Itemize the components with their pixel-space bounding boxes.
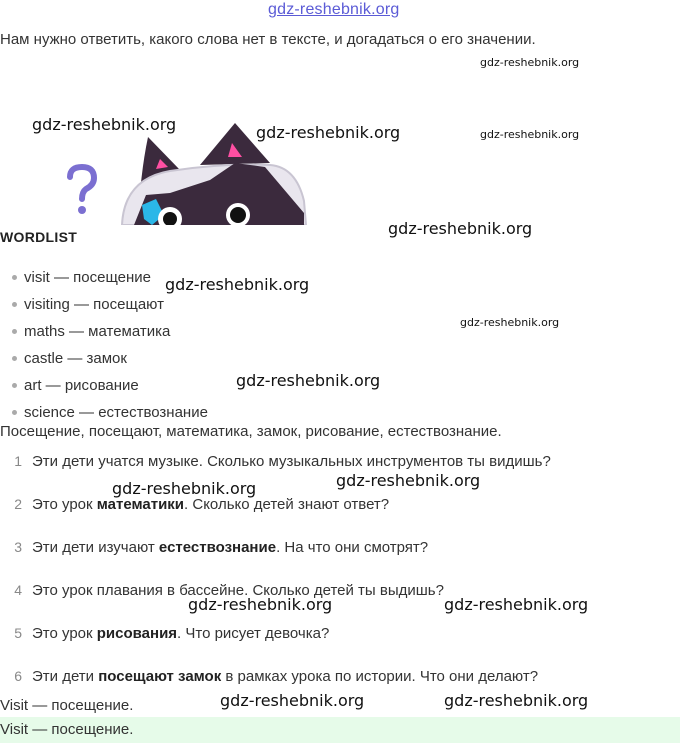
bullet-icon [12, 410, 17, 415]
bullet-icon [12, 356, 17, 361]
list-item: visit — посещение [12, 264, 208, 291]
bullet-icon [12, 302, 17, 307]
bullet-icon [12, 275, 17, 280]
summary-text: Посещение, посещают, математика, замок, рисование, естествознание. [0, 423, 502, 440]
watermark: gdz-reshebnik.org [112, 479, 257, 498]
question-row: 5 Это урок рисования. Что рисует девочка? [14, 625, 330, 642]
watermark: gdz-reshebnik.org [480, 128, 580, 141]
mascot-illustration [60, 115, 320, 225]
watermark: gdz-reshebnik.org [165, 275, 310, 294]
bullet-icon [12, 383, 17, 388]
question-row: 4 Это урок плавания в бассейне. Сколько детей ты выдишь? [14, 582, 444, 599]
watermark: gdz-reshebnik.org [388, 219, 533, 238]
intro-text: Нам нужно ответить, какого слова нет в тексте, и догадаться о его значении. [0, 31, 536, 48]
list-item: castle — замок [12, 345, 208, 372]
cat-mascot-icon [122, 123, 306, 225]
question-row: 3 Эти дети изучают естествознание. На что они смотрят? [14, 539, 429, 556]
wordlist-title: WORDLIST [0, 229, 78, 245]
watermark: gdz-reshebnik.org [188, 595, 333, 614]
watermark: gdz-reshebnik.org [444, 691, 589, 710]
watermark: gdz-reshebnik.org [460, 316, 560, 329]
question-row: 1 Эти дети учатся музыке. Сколько музыкальных инструментов ты видишь? [14, 453, 551, 470]
list-item: science — естествознание [12, 399, 208, 426]
watermark: gdz-reshebnik.org [444, 595, 589, 614]
answer-text: Visit — посещение. [0, 697, 134, 714]
watermark: gdz-reshebnik.org [256, 123, 401, 142]
watermark: gdz-reshebnik.org [480, 56, 580, 69]
watermark: gdz-reshebnik.org [220, 691, 365, 710]
site-link[interactable]: gdz-reshebnik.org [268, 1, 400, 18]
watermark: gdz-reshebnik.org [236, 371, 381, 390]
list-item: maths — математика [12, 318, 208, 345]
list-item: visiting — посещают [12, 291, 208, 318]
question-mark-icon [70, 167, 94, 214]
watermark: gdz-reshebnik.org [32, 115, 177, 134]
watermark: gdz-reshebnik.org [336, 471, 481, 490]
bullet-icon [12, 329, 17, 334]
question-row: 2 Это урок математики. Сколько детей знают ответ? [14, 496, 390, 513]
list-item: art — рисование [12, 372, 208, 399]
question-row: 6 Эти дети посещают замок в рамках урока по истории. Что они делают? [14, 668, 539, 685]
answer-highlight: Visit — посещение. [0, 717, 680, 743]
